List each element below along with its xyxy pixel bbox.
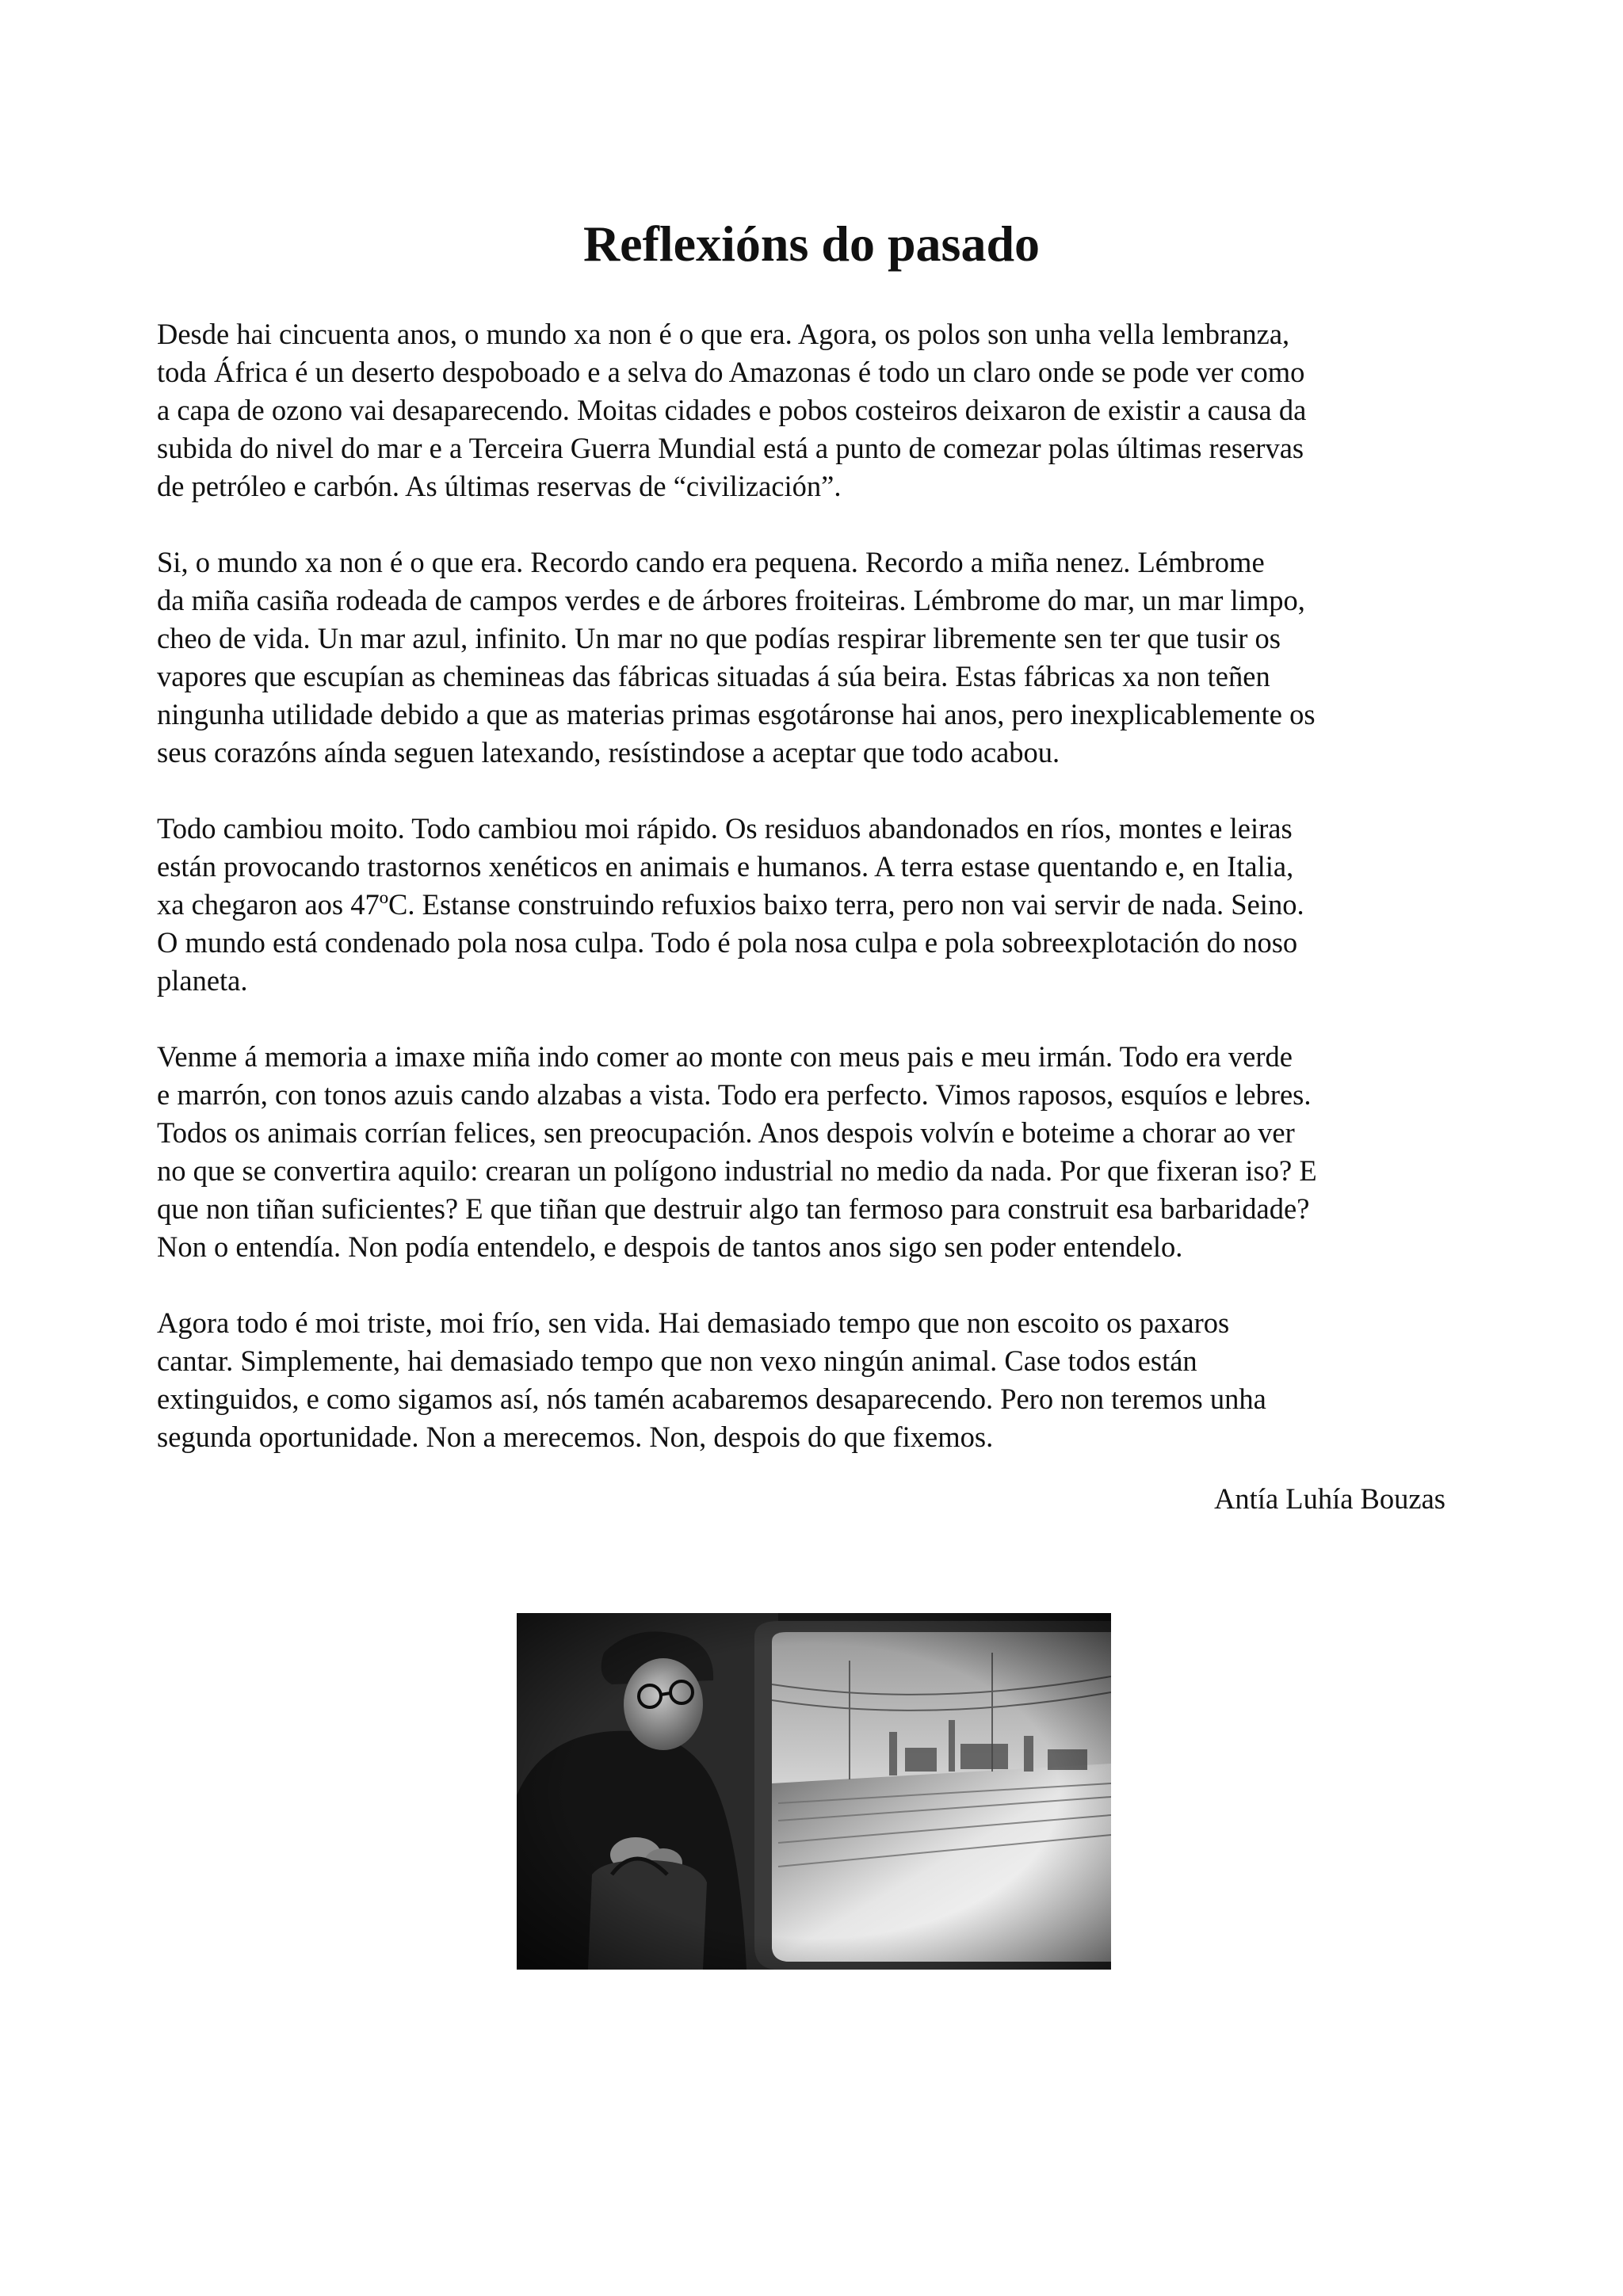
photo-illustration bbox=[517, 1613, 1111, 1970]
article-body bbox=[157, 315, 1472, 1494]
paragraph-1: Desde hai cincuenta anos, o mundo xa non é o que era. Agora, os polos son unha vella lembranza, toda África é un deserto despoboado e a selva do Amazonas é todo un claro onde se pode ver como a capa de ozono vai desaparecendo. Moitas cidades e pobos costeiros deixaron de existir a causa da subida do nivel do mar e a Terceira Guerra Mundial está a punto de comezar polas últimas reservas de petróleo e carbón. As últimas reservas de “civilización”. bbox=[157, 318, 1307, 502]
author-signature: Antía Luhía Bouzas bbox=[1214, 1482, 1445, 1515]
train-window-photo bbox=[517, 1613, 1111, 1970]
paragraph-4: Venme á memoria a imaxe miña indo comer ao monte con meus pais e meu irmán. Todo era verde e marrón, con tonos azuis cando alzabas a vista. Todo era perfecto. Vimos raposos, esquíos e lebres. Todos os animais corrían felices, sen preocupación. Anos despois volvín e boteime a chorar ao ver no que se convertira aquilo: crearan un polígono industrial no medio da nada. Por que fixeran iso? E que non tiñan suficientes? E que tiñan que destruir algo tan fermoso para construit esa barbaridade? Non o entendía. Non podía entendelo, e despois de tantos anos sigo sen poder entendelo. bbox=[157, 1040, 1317, 1263]
page-title: Reflexións do pasado bbox=[582, 215, 1041, 272]
paragraph-5: Agora todo é moi triste, moi frío, sen vida. Hai demasiado tempo que non escoito os paxaros cantar. Simplemente, hai demasiado tempo que non vexo ningún animal. Case todos están extinguidos, e como sigamos así, nós tamén acabaremos desaparecendo. Pero non teremos unha segunda oportunidade. Non a merecemos. Non, despois do que fixemos. bbox=[157, 1306, 1266, 1453]
paragraph-3: Todo cambiou moito. Todo cambiou moi rápido. Os residuos abandonados en ríos, montes e leiras están provocando trastornos xenéticos en animais e humanos. A terra estase quentando e, en Italia, xa chegaron aos 47ºC. Estanse construindo refuxios baixo terra, pero non vai servir de nada. Seino. O mundo está condenado pola nosa culpa. Todo é pola nosa culpa e pola sobreexplotación do noso planeta. bbox=[157, 812, 1304, 997]
paragraph-2: Si, o mundo xa non é o que era. Recordo cando era pequena. Recordo a miña nenez. Lémbrome da miña casiña rodeada de campos verdes e de árbores froiteiras. Lémbrome do mar, un mar limpo, cheo de vida. Un mar azul, infinito. Un mar no que podías respirar libremente sen ter que tusir os vapores que escupían as chemineas das fábricas situadas á súa beira. Estas fábricas xa non teñen ningunha utilidade debido a que as materias primas esgotáronse hai anos, pero inexplicablemente os seus corazóns aínda seguen latexando, resístindose a aceptar que todo acabou. bbox=[157, 546, 1316, 769]
